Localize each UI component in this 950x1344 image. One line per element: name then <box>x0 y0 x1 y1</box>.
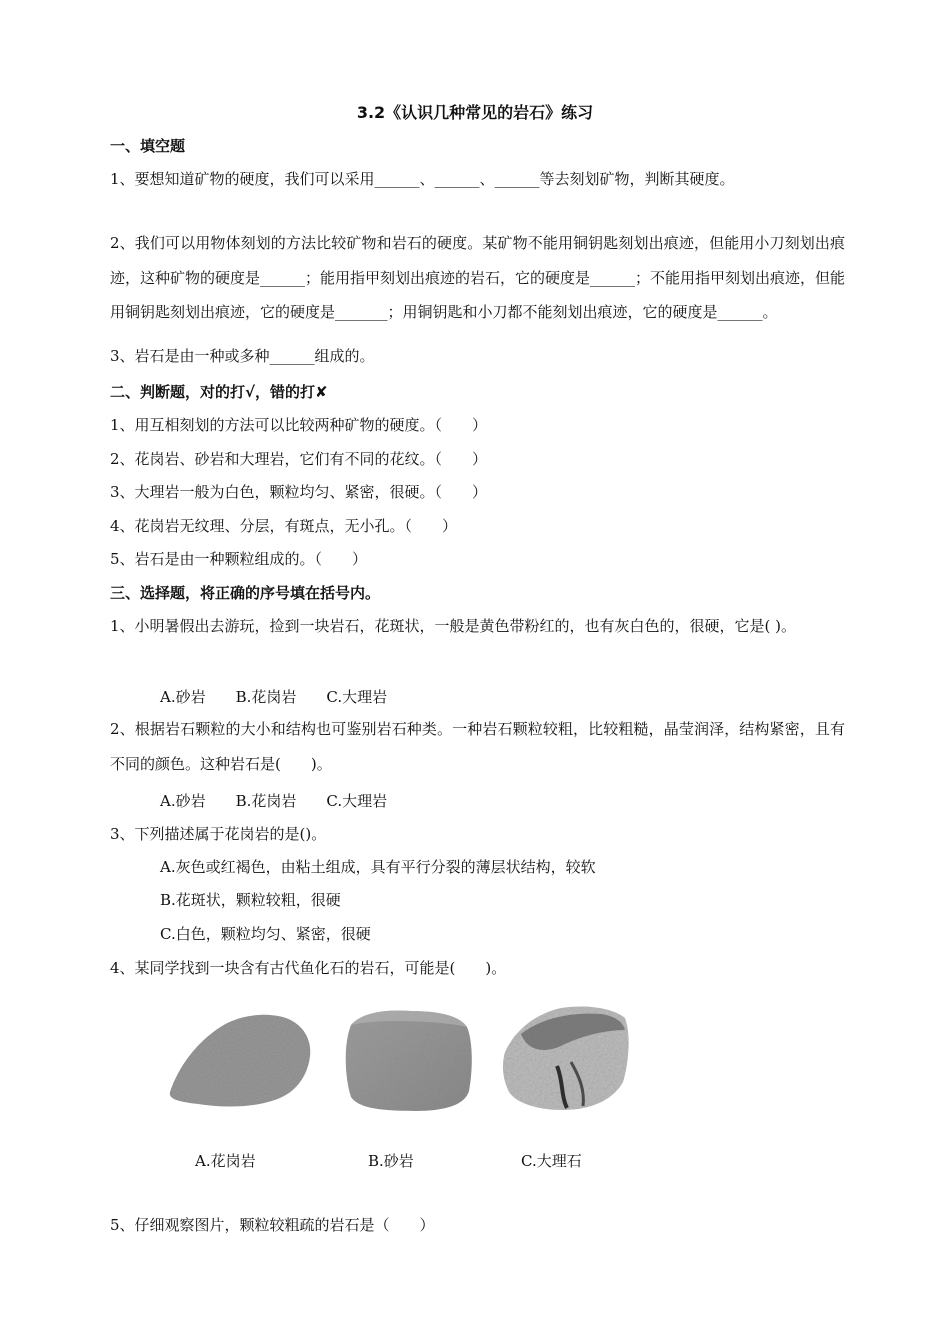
sandstone-rock-image <box>341 1005 475 1115</box>
marble-rock-image <box>501 1004 631 1114</box>
choice-question-4: 4、某同学找到一块含有古代鱼化石的岩石，可能是( )。 <box>110 959 507 977</box>
section-choice-heading: 三、选择题，将正确的序号填在括号内。 <box>110 584 381 602</box>
judge-question-5: 5、岩石是由一种颗粒组成的。（ ） <box>110 550 368 568</box>
choice-question-2-options: A.砂岩 B.花岗岩 C.大理岩 <box>160 792 388 810</box>
choice-question-3: 3、下列描述属于花岗岩的是()。 <box>110 825 327 843</box>
section-true-false-heading: 二、判断题，对的打√，错的打✘ <box>110 383 328 401</box>
choice-question-3-option-b: B.花斑状，颗粒较粗，很硬 <box>160 891 341 909</box>
fill-question-2: 2、我们可以用物体刻划的方法比较矿物和岩石的硬度。某矿物不能用铜钥匙刻划出痕迹，但能用小刀刻划出痕迹，这种矿物的硬度是______；能用指甲刻划出痕迹的岩石，它的硬度是______；不能用指甲刻划出痕迹，但能用铜钥匙刻划出痕迹，它的硬度是_______；用铜钥匙和小刀都不能刻划出痕迹，它的硬度是______。 <box>110 234 846 321</box>
choice-question-3-option-c: C.白色，颗粒均匀、紧密，很硬 <box>160 925 371 943</box>
choice-question-1-options: A.砂岩 B.花岗岩 C.大理岩 <box>160 688 388 706</box>
judge-question-4: 4、花岗岩无纹理、分层，有斑点，无小孔。（ ） <box>110 517 458 535</box>
page-title: 3.2《认识几种常见的岩石》练习 <box>356 103 594 122</box>
choice-question-1: 1、小明暑假出去游玩，捡到一块岩石，花斑状，一般是黄色带粉红的，也有灰白色的，很硬，它是( )。 <box>110 617 797 635</box>
rock-caption-b: B.砂岩 <box>368 1152 414 1170</box>
judge-question-3: 3、大理岩一般为白色，颗粒均匀、紧密，很硬。（ ） <box>110 483 488 501</box>
granite-rock-image <box>164 1008 314 1110</box>
fill-question-1: 1、要想知道矿物的硬度，我们可以采用______、______、______等去刻划矿物，判断其硬度。 <box>110 170 735 188</box>
section-fill-blank-heading: 一、填空题 <box>110 137 186 155</box>
fill-question-3: 3、岩石是由一种或多种______组成的。 <box>110 347 375 365</box>
rock-caption-a: A.花岗岩 <box>195 1152 256 1170</box>
choice-question-2: 2、根据岩石颗粒的大小和结构也可鉴别岩石种类。一种岩石颗粒较粗，比较粗糙，晶莹润泽，结构紧密，且有不同的颜色。这种岩石是( )。 <box>110 720 845 773</box>
choice-question-3-option-a: A.灰色或红褐色，由粘土组成，具有平行分裂的薄层状结构，较软 <box>160 858 596 876</box>
rock-caption-c: C.大理石 <box>521 1152 582 1170</box>
choice-question-5: 5、仔细观察图片，颗粒较粗疏的岩石是（ ） <box>110 1216 435 1234</box>
judge-question-2: 2、花岗岩、砂岩和大理岩，它们有不同的花纹。（ ） <box>110 450 488 468</box>
judge-question-1: 1、用互相刻划的方法可以比较两种矿物的硬度。（ ） <box>110 416 488 434</box>
